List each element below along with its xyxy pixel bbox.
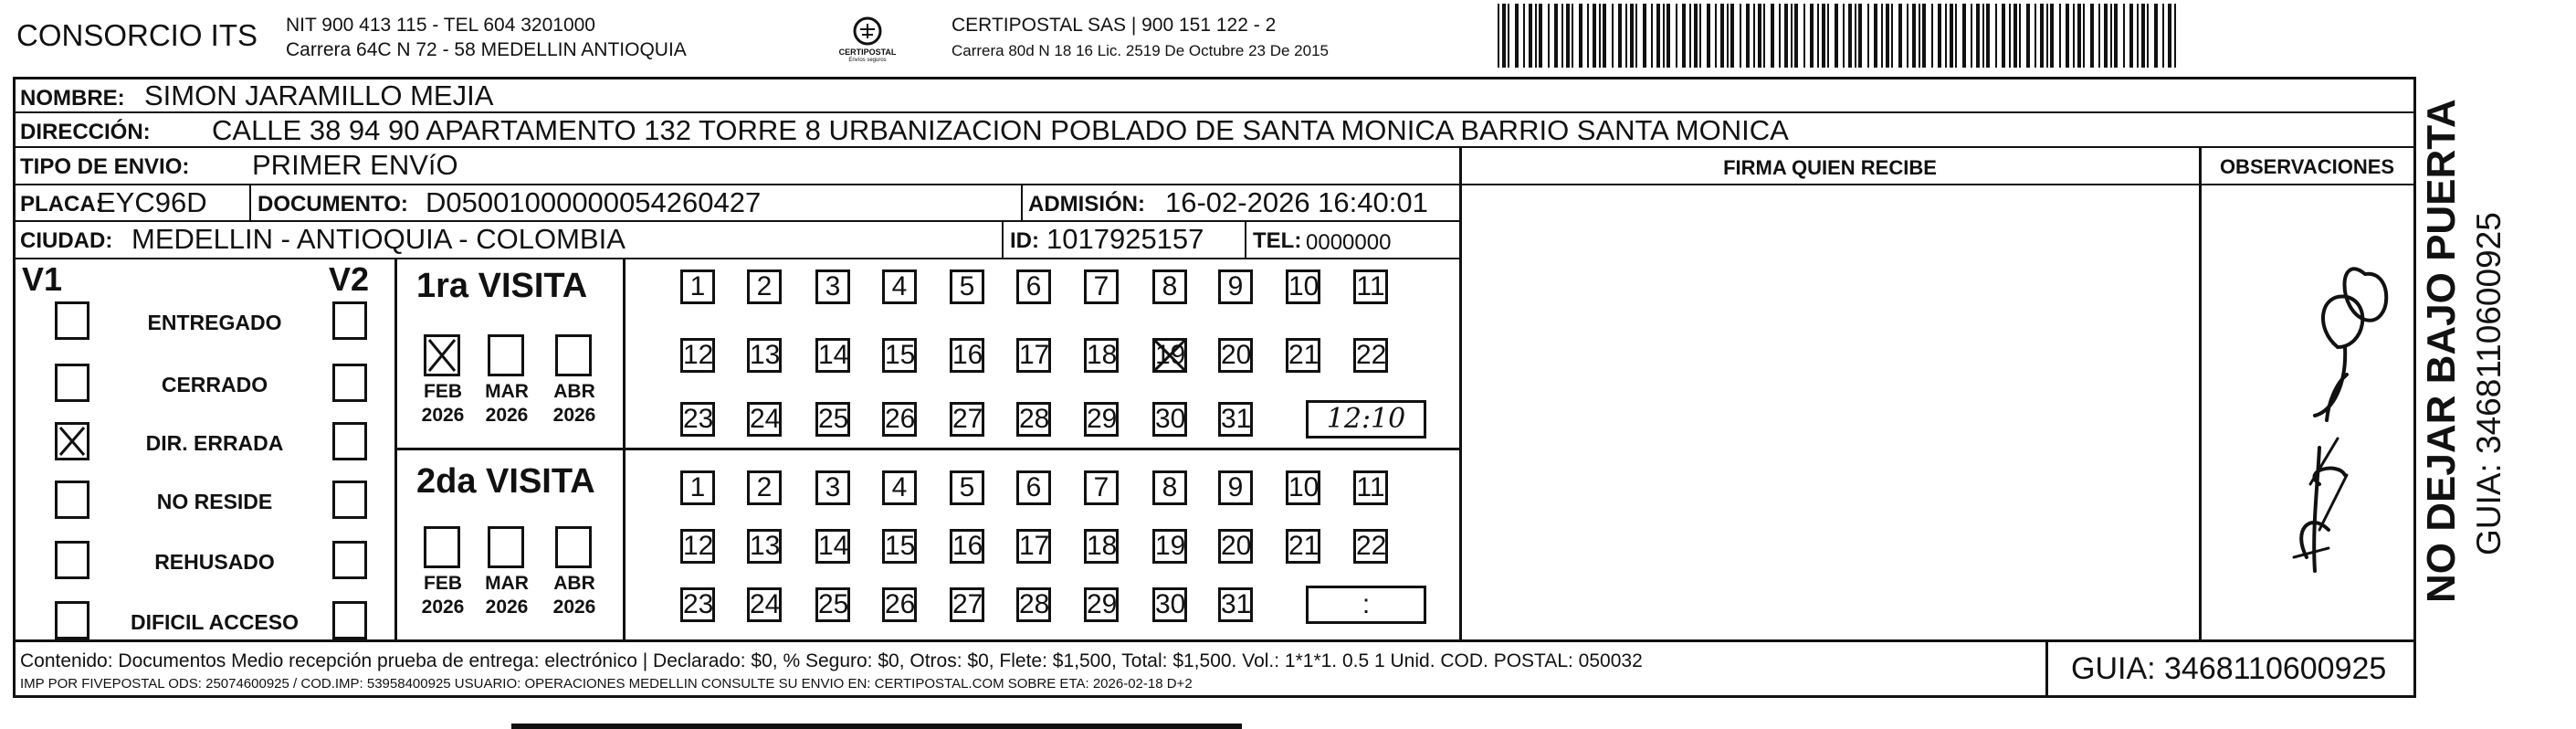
logo-text: CERTIPOSTAL <box>838 48 897 57</box>
visit-1-month-box-2[interactable] <box>555 334 592 376</box>
visit-2-day-box[interactable]: 9 <box>1218 470 1253 505</box>
documento-label: DOCUMENTO: <box>258 192 408 217</box>
status-option-4: REHUSADO <box>154 550 275 574</box>
v1-header: V1 <box>22 260 63 298</box>
month-name: MAR <box>485 573 529 594</box>
v1-checkbox-0[interactable] <box>55 301 89 340</box>
visit-2-day-box[interactable]: 28 <box>1016 587 1051 622</box>
visit-1-day-box[interactable]: 16 <box>950 338 984 373</box>
v2-checkbox-1[interactable] <box>332 364 367 402</box>
company-name: CONSORCIO ITS <box>16 18 258 52</box>
v2-header: V2 <box>329 260 370 298</box>
month-year: 2026 <box>421 597 465 618</box>
month-year: 2026 <box>485 597 529 618</box>
visit-1-day-box[interactable]: 22 <box>1353 338 1388 373</box>
visit-2-day-box[interactable]: 23 <box>680 587 715 622</box>
visit-1-day-box[interactable]: 11 <box>1353 269 1388 304</box>
visit-2-day-box[interactable]: 21 <box>1286 529 1320 564</box>
visit-1-day-box[interactable]: 13 <box>747 338 782 373</box>
v1-checkbox-4[interactable] <box>55 541 89 579</box>
v2-checkbox-3[interactable] <box>332 481 367 519</box>
visit-2-month-box-1[interactable] <box>488 526 524 568</box>
nombre-label: NOMBRE: <box>20 86 125 111</box>
visit-2-day-box[interactable]: 24 <box>747 587 782 622</box>
x-mark-icon <box>426 337 457 374</box>
visit-2-day-box[interactable]: 14 <box>815 529 850 564</box>
recipient-name: SIMON JARAMILLO MEJIA <box>144 79 494 111</box>
visit-1-day-box[interactable]: 3 <box>815 269 850 304</box>
visit-2-day-box[interactable]: 25 <box>815 587 850 622</box>
certipostal-line1: CERTIPOSTAL SAS | 900 151 122 - 2 <box>952 15 1277 36</box>
visit-1-day-box[interactable]: 6 <box>1016 269 1051 304</box>
visit-1-day-box[interactable]: 15 <box>882 338 917 373</box>
logo-subtext: Envíos seguros <box>848 58 887 63</box>
visit-2-time-box[interactable]: : <box>1306 586 1426 624</box>
visit-1-month-label-1 <box>475 380 539 428</box>
month-name: ABR <box>553 573 595 594</box>
visit-2-day-box[interactable]: 20 <box>1218 529 1253 564</box>
barcode <box>1498 4 2182 68</box>
visit-2-month-box-0[interactable] <box>424 526 460 568</box>
visit-2-day-box[interactable]: 1 <box>680 470 715 505</box>
ciudad-label: CIUDAD: <box>20 228 113 253</box>
visit-1-day-box[interactable]: 28 <box>1016 402 1051 437</box>
id-label: ID: <box>1010 228 1039 253</box>
visit-1-day-box[interactable]: 31 <box>1218 402 1253 437</box>
visit-1-day-box[interactable]: 23 <box>680 402 715 437</box>
visit-2-day-box[interactable]: 16 <box>950 529 984 564</box>
visit-2-day-box[interactable]: 11 <box>1353 470 1388 505</box>
visit-2-day-box[interactable]: 3 <box>815 470 850 505</box>
visit-1-day-box[interactable]: 5 <box>950 269 984 304</box>
visit-2-day-box[interactable]: 5 <box>950 470 984 505</box>
visit-1-day-box[interactable]: 26 <box>882 402 917 437</box>
visit-1-month-label-0 <box>411 380 475 428</box>
x-mark-icon <box>58 425 87 458</box>
visit-2-day-box[interactable]: 19 <box>1152 529 1187 564</box>
admision-label: ADMISIÓN: <box>1028 192 1145 217</box>
visit-2-month-label-0 <box>411 572 475 619</box>
visit-1-day-box[interactable]: 7 <box>1084 269 1119 304</box>
visit-1-day-box[interactable]: 2 <box>747 269 782 304</box>
visit-1-day-box[interactable]: 9 <box>1218 269 1253 304</box>
visit-1-day-box[interactable]: 8 <box>1152 269 1187 304</box>
visit-1-time-box[interactable]: 12:10 <box>1306 400 1426 438</box>
visit-1-day-box[interactable]: 25 <box>815 402 850 437</box>
visit-1-day-box[interactable]: 10 <box>1286 269 1320 304</box>
x-mark-icon <box>1152 338 1187 373</box>
side-guia-text: GUIA: 3468110600925 <box>2470 212 2508 555</box>
visit-1-day-box[interactable]: 12 <box>680 338 715 373</box>
direccion-label: DIRECCIÓN: <box>20 120 151 144</box>
side-notice <box>2419 99 2475 621</box>
tipo-envio: PRIMER ENVíO <box>252 149 458 181</box>
status-option-2: DIR. ERRADA <box>145 431 284 455</box>
v2-checkbox-5[interactable] <box>332 601 367 639</box>
visit-2-day-box[interactable]: 6 <box>1016 470 1051 505</box>
side-notice-text: NO DEJAR BAJO PUERTA <box>2419 99 2464 603</box>
tipo-envio-label: TIPO DE ENVIO: <box>20 154 190 179</box>
visit-2-day-box[interactable]: 2 <box>747 470 782 505</box>
visit-2-title: 2da VISITA <box>416 462 595 501</box>
visit-2-day-box[interactable]: 13 <box>747 529 782 564</box>
month-name: FEB <box>424 573 462 594</box>
visit-1-day-box[interactable]: 20 <box>1218 338 1253 373</box>
visit-2-month-label-2 <box>542 572 606 619</box>
visit-2-day-box[interactable]: 30 <box>1152 587 1187 622</box>
visit-2-month-box-2[interactable] <box>555 526 592 568</box>
visit-2-day-box[interactable]: 12 <box>680 529 715 564</box>
side-guia <box>2470 110 2516 621</box>
visit-1-day-box[interactable]: 27 <box>950 402 984 437</box>
month-year: 2026 <box>485 405 529 426</box>
footer-guia: GUIA: 3468110600925 <box>2071 651 2387 686</box>
recipient-address: CALLE 38 94 90 APARTAMENTO 132 TORRE 8 URBANIZACION POBLADO DE SANTA MONICA BARRIO SANTA MONICA <box>212 114 1789 146</box>
visit-2-day-box[interactable]: 31 <box>1218 587 1253 622</box>
documento: D05001000000054260427 <box>426 186 762 218</box>
v2-checkbox-2[interactable] <box>332 422 367 460</box>
visit-1-month-label-2 <box>542 380 606 428</box>
certipostal-logo <box>835 15 900 64</box>
v2-checkbox-0[interactable] <box>332 301 367 340</box>
observaciones-header: OBSERVACIONES <box>2219 155 2395 178</box>
visit-2-day-box[interactable]: 4 <box>882 470 917 505</box>
visit-1-day-box[interactable]: 30 <box>1152 402 1187 437</box>
v2-checkbox-4[interactable] <box>332 541 367 579</box>
recipient-id: 1017925157 <box>1046 223 1204 255</box>
certipostal-line2: Carrera 80d N 18 16 Lic. 2519 De Octubre 23 De 2015 <box>952 42 1329 59</box>
month-year: 2026 <box>552 597 596 618</box>
month-year: 2026 <box>552 405 596 426</box>
visit-1-day-box[interactable]: 21 <box>1286 338 1320 373</box>
visit-1-day-box[interactable]: 19 <box>1152 338 1187 373</box>
visit-2-day-box[interactable]: 22 <box>1353 529 1388 564</box>
visit-1-day-box[interactable]: 14 <box>815 338 850 373</box>
visit-2-day-box[interactable]: 15 <box>882 529 917 564</box>
visit-2-day-box[interactable]: 18 <box>1084 529 1119 564</box>
month-name: ABR <box>553 381 595 402</box>
status-option-0: ENTREGADO <box>147 311 282 334</box>
v1-checkbox-1[interactable] <box>55 364 89 402</box>
tel-label: TEL: <box>1253 228 1302 253</box>
visit-2-day-box[interactable]: 8 <box>1152 470 1187 505</box>
status-option-1: CERRADO <box>161 373 268 396</box>
visit-1-day-box[interactable]: 29 <box>1084 402 1119 437</box>
firma-header: FIRMA QUIEN RECIBE <box>1723 156 1937 179</box>
placa-label: PLACA: <box>20 192 103 217</box>
v1-checkbox-2[interactable] <box>55 422 89 460</box>
visit-2-day-box[interactable]: 17 <box>1016 529 1051 564</box>
visit-1-day-box[interactable]: 18 <box>1084 338 1119 373</box>
visit-1-day-box[interactable]: 24 <box>747 402 782 437</box>
visit-2-day-box[interactable]: 26 <box>882 587 917 622</box>
month-year: 2026 <box>421 405 465 426</box>
visit-2-day-box[interactable]: 10 <box>1286 470 1320 505</box>
status-option-5: DIFICIL ACCESO <box>130 610 299 634</box>
visit-2-month-label-1 <box>475 572 539 619</box>
admision: 16-02-2026 16:40:01 <box>1165 186 1428 218</box>
visit-1-month-box-1[interactable] <box>488 334 524 376</box>
handwritten-observation-note <box>2228 256 2411 603</box>
visit-2-day-box[interactable]: 29 <box>1084 587 1119 622</box>
status-option-3: NO RESIDE <box>156 490 273 513</box>
footer-line-2: IMP POR FIVEPOSTAL ODS: 25074600925 / COD.IMP: 53958400925 USUARIO: OPERACIONES MEDELLIN CONSULTE SU ENVIO EN: CERTIPOSTAL.COM SOBRE ETA: 2026-02-18 D+2 <box>20 676 1193 692</box>
month-name: MAR <box>485 381 529 402</box>
visit-1-day-box[interactable]: 4 <box>882 269 917 304</box>
visit-1-day-check <box>1152 338 1187 373</box>
visit-1-day-box[interactable]: 17 <box>1016 338 1051 373</box>
visit-2-day-box[interactable]: 7 <box>1084 470 1119 505</box>
visit-1-day-box[interactable]: 1 <box>680 269 715 304</box>
visit-2-day-box[interactable]: 27 <box>950 587 984 622</box>
placa: EYC96D <box>97 186 207 218</box>
ciudad: MEDELLIN - ANTIOQUIA - COLOMBIA <box>131 223 626 255</box>
company-address: Carrera 64C N 72 - 58 MEDELLIN ANTIOQUIA <box>286 39 687 60</box>
company-nit: NIT 900 413 115 - TEL 604 3201000 <box>286 15 595 36</box>
v1-checkbox-5[interactable] <box>55 601 89 639</box>
recipient-tel: 0000000 <box>1306 230 1392 255</box>
visit-1-title: 1ra VISITA <box>416 267 588 305</box>
v1-checkbox-3[interactable] <box>55 481 89 519</box>
visit-1-month-box-0[interactable] <box>424 334 460 376</box>
footer-line-1: Contenido: Documentos Medio recepción prueba de entrega: electrónico | Declarado: $0, % Seguro: $0, Otros: $0, Flete: $1,500, Total: $1,500. Vol.: 1*1*1. 0.5 1 Unid. COD. POSTAL: 050032 <box>20 650 1643 671</box>
month-name: FEB <box>424 381 462 402</box>
